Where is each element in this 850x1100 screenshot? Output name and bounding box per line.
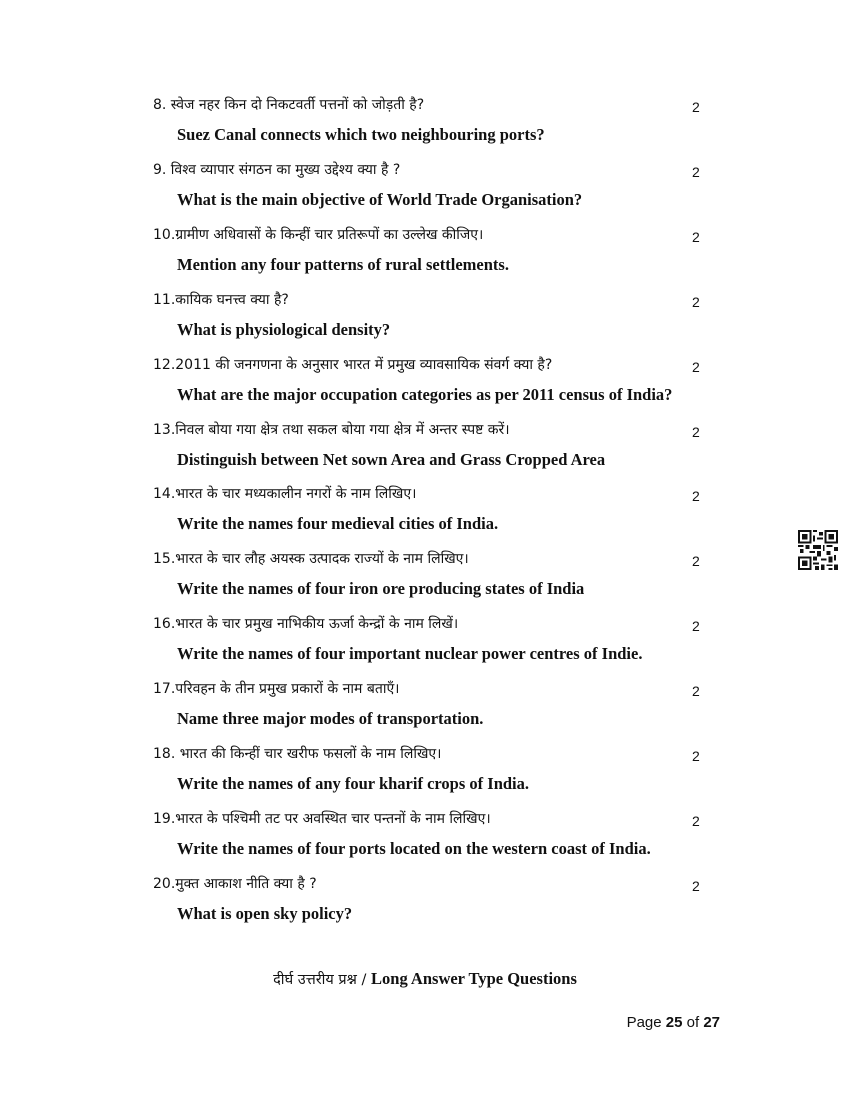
question-hindi-text: भारत के चार प्रमुख नाभिकीय ऊर्जा केन्द्रों के नाम लिखें। [175, 616, 459, 633]
question-hindi-row [153, 873, 713, 895]
question-item [153, 483, 713, 534]
of-word: of [682, 1014, 704, 1031]
question-number: 16. [153, 616, 176, 633]
question-marks: 2 [692, 358, 700, 375]
question-marks: 2 [692, 683, 700, 700]
question-hindi-text: भारत की किन्हीं चार खरीफ फसलों के नाम लिखिए। [175, 746, 442, 762]
question-number: 17. [153, 681, 176, 698]
question-number: 14. [153, 486, 176, 503]
question-hindi-text: ग्रामीण अधिवासों के किन्हीं चार प्रतिरूपों का उल्लेख कीजिए। [175, 226, 484, 243]
question-number: 13. [153, 421, 176, 438]
question-item [153, 873, 713, 923]
question-item [153, 743, 713, 793]
qr-code [798, 530, 838, 570]
question-number: 12. [153, 356, 176, 373]
question-item [153, 224, 713, 274]
question-english-text: What is physiological density? [177, 319, 391, 339]
question-hindi-row [153, 743, 713, 765]
question-marks: 2 [692, 618, 700, 635]
question-hindi-text: भारत के चार मध्यकालीन नगरों के नाम लिखिए। [175, 486, 417, 503]
question-marks: 2 [692, 812, 700, 829]
question-english-text: What is the main objective of World Trade Organisation? [177, 189, 583, 209]
question-item [153, 548, 713, 599]
question-item [153, 808, 713, 858]
question-hindi-text: परिवहन के तीन प्रमुख प्रकारों के नाम बताएँ। [175, 681, 400, 698]
question-hindi-row [153, 289, 713, 311]
question-marks: 2 [692, 228, 700, 245]
section-heading-english: Long Answer Type Questions [371, 969, 577, 988]
question-marks: 2 [692, 99, 700, 115]
question-hindi-text: 2011 की जनगणना के अनुसार भारत में प्रमुख व्यावसायिक संवर्ग क्या है? [175, 356, 553, 373]
question-hindi-row [153, 419, 713, 441]
question-english-text: Distinguish between Net sown Area and Grass Cropped Area [177, 449, 606, 469]
question-marks: 2 [692, 748, 700, 764]
question-marks: 2 [692, 423, 700, 440]
question-marks: 2 [692, 877, 700, 894]
question-item [153, 613, 713, 664]
page-footer [627, 1014, 720, 1031]
section-heading [0, 969, 850, 989]
question-english-text: What is open sky policy? [177, 903, 353, 923]
question-marks: 2 [692, 163, 700, 180]
question-hindi-text: भारत के चार लौह अयस्क उत्पादक राज्यों के नाम लिखिए। [175, 551, 469, 568]
question-english-text: Write the names four medieval cities of India. [177, 514, 499, 534]
question-hindi-text: निवल बोया गया क्षेत्र तथा सकल बोया गया क्षेत्र में अन्तर स्पष्ट करें। [175, 421, 510, 438]
question-english-text: Write the names of four important nuclear power centres of Indie. [177, 644, 643, 664]
current-page: 25 [665, 1014, 683, 1031]
question-number: 20. [153, 875, 176, 892]
question-number: 9. [153, 161, 167, 178]
question-english-text: Write the names of four ports located on the western coast of India. [177, 838, 651, 858]
question-hindi-row [153, 159, 713, 181]
question-number: 8. [153, 97, 167, 113]
question-hindi-row [153, 808, 713, 830]
question-item [153, 159, 713, 209]
question-number: 18. [153, 746, 176, 762]
question-item [153, 289, 713, 339]
question-item [153, 678, 713, 729]
question-english-text: What are the major occupation categories as per 2011 census of India? [177, 384, 673, 404]
total-pages: 27 [703, 1014, 720, 1031]
question-hindi-text: कायिक घनत्त्व क्या है? [175, 291, 289, 308]
question-number: 11. [153, 291, 176, 308]
question-item [153, 354, 713, 404]
question-hindi-text: विश्व व्यापार संगठन का मुख्य उद्देश्य क्या है ? [166, 161, 401, 178]
question-english-text: Write the names of four iron ore producing states of India [177, 579, 585, 599]
question-hindi-row [153, 548, 713, 570]
question-english-text: Write the names of any four kharif crops of India. [177, 774, 530, 793]
question-english-text: Mention any four patterns of rural settlements. [177, 254, 509, 274]
question-hindi-text: भारत के पश्चिमी तट पर अवस्थित चार पन्तनों के नाम लिखिए। [175, 810, 491, 827]
question-marks: 2 [692, 488, 700, 505]
question-hindi-text: मुक्त आकाश नीति क्या है ? [175, 875, 317, 892]
question-english-text: Suez Canal connects which two neighbouring ports? [177, 125, 545, 144]
question-hindi-row [153, 224, 713, 246]
question-item [153, 419, 713, 469]
question-hindi-row [153, 354, 713, 376]
page-word: Page [626, 1014, 666, 1031]
question-hindi-row [153, 94, 713, 116]
question-marks: 2 [692, 553, 700, 570]
question-marks: 2 [692, 293, 700, 310]
question-number: 10. [153, 226, 176, 243]
question-number: 19. [153, 810, 176, 827]
question-hindi-row [153, 678, 713, 700]
question-english-text: Name three major modes of transportation. [177, 709, 484, 729]
question-hindi-row [153, 483, 713, 505]
section-heading-hindi: दीर्घ उत्तरीय प्रश्न / [273, 972, 372, 988]
question-hindi-row [153, 613, 713, 635]
question-number: 15. [153, 551, 176, 568]
question-item [153, 94, 713, 144]
question-hindi-text: स्वेज नहर किन दो निकटवर्ती पत्तनों को जोड़ती है? [166, 97, 425, 113]
